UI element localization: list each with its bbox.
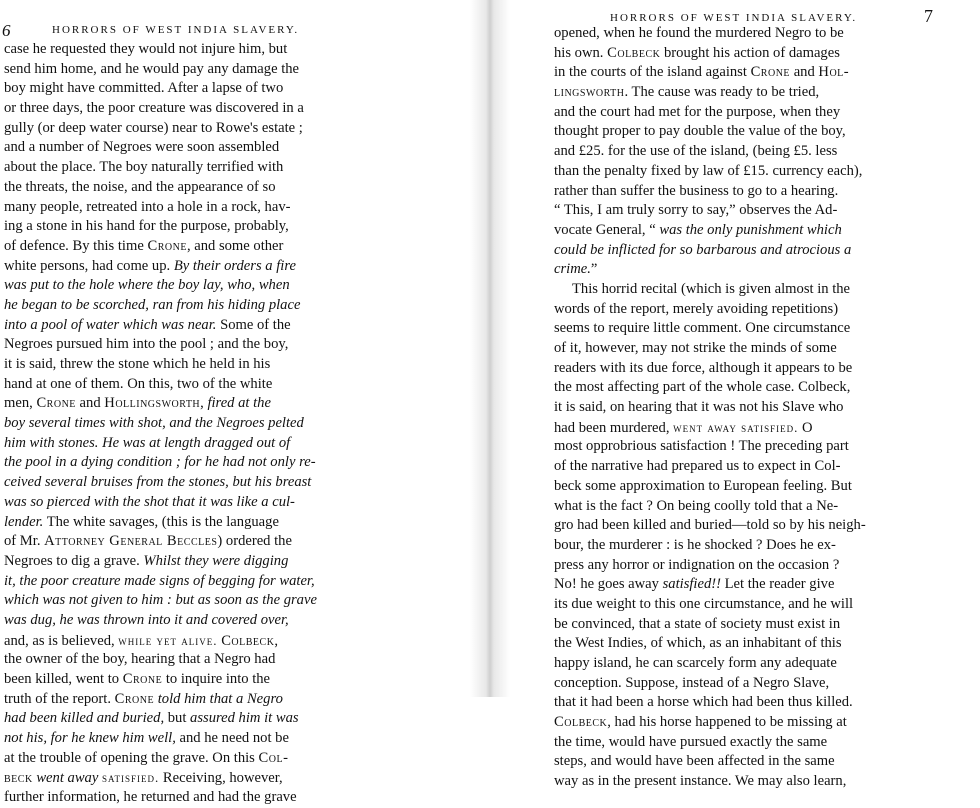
text-run: Negroes pursued him into the pool ; and the boy, bbox=[4, 336, 289, 353]
text-run: Let the reader give bbox=[720, 576, 835, 593]
text-line bbox=[4, 276, 470, 296]
text-line bbox=[4, 513, 470, 533]
text-line bbox=[554, 241, 974, 261]
text-run: Crone bbox=[750, 64, 791, 81]
text-run: lender. bbox=[4, 513, 44, 530]
text-run: what is the fact ? On being coolly told that a Ne- bbox=[554, 497, 839, 514]
text-line bbox=[4, 631, 470, 651]
left-page bbox=[0, 0, 480, 806]
text-run: that it had been a horse which had been thus killed. bbox=[554, 694, 853, 711]
text-run: send him home, and he would pay any damage the bbox=[4, 60, 300, 77]
text-run: the time, would have pursued exactly the same bbox=[554, 733, 828, 750]
text-run: which was not given to him : but as soon as the grave bbox=[4, 592, 317, 609]
text-line bbox=[4, 237, 470, 257]
text-run: and, as is believed, bbox=[4, 632, 119, 649]
text-line bbox=[554, 713, 974, 733]
text-run: Hol- bbox=[818, 64, 850, 81]
text-line bbox=[4, 690, 470, 710]
text-run: he began to be scorched, ran from his hiding place bbox=[4, 296, 301, 313]
text-line bbox=[554, 182, 974, 202]
left-page-body bbox=[4, 40, 470, 808]
text-line bbox=[554, 24, 974, 44]
text-line bbox=[4, 788, 470, 808]
text-run: while yet alive. bbox=[118, 632, 218, 648]
text-run: satisfied!! bbox=[662, 576, 721, 593]
text-run: and £25. for the use of the island, (being £5. less bbox=[554, 143, 838, 160]
text-run: and a number of Negroes were soon assembled bbox=[4, 139, 280, 156]
text-run: be convinced, that a state of society must exist in bbox=[554, 615, 841, 632]
text-line bbox=[4, 650, 470, 670]
text-run: his own. bbox=[554, 44, 608, 61]
text-line bbox=[4, 99, 470, 119]
text-run: or three days, the poor creature was discovered in a bbox=[4, 100, 304, 117]
text-run: ceived several bruises from the stones, but his breast bbox=[4, 474, 312, 491]
right-page-body bbox=[554, 24, 974, 792]
text-line bbox=[4, 138, 470, 158]
text-run: boy might have committed. After a lapse of two bbox=[4, 80, 284, 97]
text-run: . The cause was ready to be tried, bbox=[624, 84, 820, 101]
text-run: hand at one of them. On this, two of the white bbox=[4, 375, 273, 392]
text-run: than the penalty fixed by law of £15. currency each), bbox=[554, 162, 863, 179]
text-run: and bbox=[790, 64, 819, 81]
text-line bbox=[4, 158, 470, 178]
text-run: Receiving, however, bbox=[159, 770, 283, 787]
text-line bbox=[554, 83, 974, 103]
text-run: crime. bbox=[554, 261, 591, 278]
text-line bbox=[554, 260, 974, 280]
text-line bbox=[554, 595, 974, 615]
text-line bbox=[554, 162, 974, 182]
text-run: further information, he returned and had the grave bbox=[4, 789, 297, 806]
text-run: the pool in a dying condition ; for he had not only re- bbox=[4, 454, 316, 471]
text-run: could be inflicted for so barbarous and atrocious a bbox=[554, 241, 852, 258]
text-line bbox=[554, 319, 974, 339]
text-run: been killed, went to bbox=[4, 671, 123, 687]
text-run: of defence. By this time bbox=[4, 237, 148, 254]
text-line bbox=[4, 749, 470, 769]
text-run: steps, and would have been affected in the same bbox=[554, 753, 835, 770]
text-run: was the only punishment which bbox=[659, 221, 842, 238]
text-run: words of the report, merely avoiding repetitions) bbox=[554, 300, 839, 317]
text-line bbox=[4, 316, 470, 336]
text-run: of Mr. bbox=[4, 533, 45, 550]
text-run: and bbox=[75, 395, 105, 412]
text-line bbox=[4, 552, 470, 572]
text-run: , bbox=[200, 395, 208, 412]
text-run: Attorney General Beccles bbox=[44, 533, 218, 550]
text-run: thought proper to pay double the value of the boy, bbox=[554, 123, 846, 140]
text-line bbox=[4, 611, 470, 631]
text-line bbox=[4, 119, 470, 139]
page-number: 7 bbox=[924, 6, 933, 26]
text-line bbox=[4, 670, 470, 690]
text-run: Colbeck bbox=[607, 44, 661, 61]
text-line bbox=[554, 142, 974, 162]
text-line bbox=[554, 280, 974, 300]
text-line bbox=[554, 457, 974, 477]
text-line bbox=[4, 453, 470, 473]
text-line bbox=[554, 752, 974, 772]
text-run: truth of the report. bbox=[4, 690, 115, 707]
text-run: Hollingsworth bbox=[104, 395, 201, 412]
text-line bbox=[554, 418, 974, 438]
text-line bbox=[4, 178, 470, 198]
text-run: in the courts of the island against bbox=[554, 64, 751, 81]
running-head: HORRORS OF WEST INDIA SLAVERY. bbox=[52, 24, 300, 36]
text-run: Some of the bbox=[216, 316, 291, 333]
text-line bbox=[4, 591, 470, 611]
text-run: many people, retreated into a hole in a rock, hav- bbox=[4, 198, 291, 215]
running-head: HORRORS OF WEST INDIA SLAVERY. bbox=[610, 12, 858, 24]
text-run: about the place. The boy naturally terrified with bbox=[4, 159, 284, 176]
text-line bbox=[554, 359, 974, 379]
text-run: This horrid recital (which is given almost in the bbox=[572, 280, 851, 297]
text-line bbox=[554, 615, 974, 635]
text-run: seems to require little comment. One circumstance bbox=[554, 320, 851, 337]
text-run: was dug, he was thrown into it and covered over, bbox=[4, 611, 289, 628]
text-line bbox=[4, 768, 470, 788]
text-run: beck bbox=[4, 770, 33, 787]
text-run: him with stones. He was at length dragged out of bbox=[4, 434, 291, 451]
text-line bbox=[4, 375, 470, 395]
text-run: press any horror or indignation on the occasion ? bbox=[554, 556, 840, 573]
text-line bbox=[554, 300, 974, 320]
text-run: not his, for he knew him well, bbox=[4, 730, 176, 747]
text-line bbox=[554, 634, 974, 654]
text-run: conception. Suppose, instead of a Negro Slave, bbox=[554, 674, 830, 691]
text-run: The white savages, (this is the language bbox=[43, 513, 279, 530]
text-run: , and some other bbox=[186, 237, 284, 254]
text-run: readers with its due force, although it appears to be bbox=[554, 359, 853, 376]
text-line bbox=[4, 296, 470, 316]
text-line bbox=[4, 40, 470, 60]
text-run: brought his action of damages bbox=[660, 44, 840, 61]
text-run: Colbeck bbox=[221, 632, 275, 649]
text-line bbox=[4, 709, 470, 729]
text-run: and he need not be bbox=[175, 730, 289, 747]
text-run: assured him it was bbox=[190, 710, 299, 727]
text-run: opened, when he found the murdered Negro to be bbox=[554, 25, 844, 41]
text-run: boy several times with shot, and the Negroes pelted bbox=[4, 415, 304, 432]
text-run: it is said, on hearing that it was not his Slave who bbox=[554, 399, 844, 416]
text-run: went away satisfied. bbox=[673, 419, 799, 435]
text-line bbox=[4, 434, 470, 454]
text-line bbox=[554, 575, 974, 595]
text-run: ing a stone in his hand for the purpose, probably, bbox=[4, 218, 289, 235]
text-run: most opprobrious satisfaction ! The preceding part bbox=[554, 438, 849, 455]
text-run: was so pierced with the shot that it was like a cul- bbox=[4, 493, 295, 510]
text-run: of the narrative had prepared us to expect in Col- bbox=[554, 458, 841, 475]
text-run: O bbox=[798, 419, 813, 436]
right-page bbox=[500, 0, 980, 790]
text-run: bour, the murderer : is he shocked ? Does he ex- bbox=[554, 536, 836, 553]
text-line bbox=[554, 103, 974, 123]
text-run: its due weight to this one circumstance, and he will bbox=[554, 595, 854, 612]
text-line bbox=[554, 556, 974, 576]
text-run: into a pool of water which was near. bbox=[4, 316, 217, 333]
text-line bbox=[4, 257, 470, 277]
text-run: to inquire into the bbox=[162, 671, 271, 687]
text-line bbox=[554, 437, 974, 457]
text-line bbox=[554, 772, 974, 792]
text-line bbox=[554, 378, 974, 398]
text-run: ) ordered the bbox=[217, 533, 292, 550]
text-run: By their orders a fire bbox=[173, 257, 296, 274]
text-run: Col- bbox=[258, 749, 289, 766]
text-run: happy island, he can scarcely form any adequate bbox=[554, 655, 837, 671]
text-run: it is said, threw the stone which he held in his bbox=[4, 356, 271, 372]
text-run: the West Indies, of which, as an inhabitant of this bbox=[554, 635, 842, 652]
text-line bbox=[554, 674, 974, 694]
text-line bbox=[554, 516, 974, 536]
text-run: “ This, I am truly sorry to say,” observes the Ad- bbox=[554, 202, 838, 219]
text-line bbox=[4, 414, 470, 434]
text-line bbox=[554, 201, 974, 221]
text-line bbox=[554, 122, 974, 142]
text-line bbox=[4, 394, 470, 414]
text-run: and the court had met for the purpose, when they bbox=[554, 103, 841, 120]
text-line bbox=[554, 63, 974, 83]
text-run: had been killed and buried, bbox=[4, 710, 165, 727]
text-run: the threats, the noise, and the appearance of so bbox=[4, 178, 276, 195]
text-run: Negroes to dig a grave. bbox=[4, 552, 144, 569]
text-run: rather than suffer the business to go to a hearing. bbox=[554, 182, 839, 199]
text-run: it, the poor creature made signs of begging for water, bbox=[4, 572, 315, 589]
text-line bbox=[4, 217, 470, 237]
text-run: Crone bbox=[36, 395, 76, 412]
text-run: but bbox=[164, 710, 191, 727]
text-run: went away bbox=[32, 770, 99, 787]
text-line bbox=[4, 572, 470, 592]
text-run: satisfied. bbox=[102, 770, 160, 786]
text-run: , bbox=[274, 632, 279, 649]
text-line bbox=[4, 198, 470, 218]
text-run: had been murdered, bbox=[554, 419, 674, 436]
text-line bbox=[554, 733, 974, 753]
text-run: gully (or deep water course) near to Rowe's estate ; bbox=[4, 119, 303, 136]
text-run: men, bbox=[4, 395, 37, 412]
text-line bbox=[4, 79, 470, 99]
text-run: No! he goes away bbox=[554, 576, 663, 593]
text-line bbox=[554, 497, 974, 517]
text-run: Crone bbox=[147, 237, 187, 254]
text-line bbox=[4, 473, 470, 493]
text-line bbox=[4, 532, 470, 552]
text-line bbox=[554, 536, 974, 556]
text-run: the owner of the boy, hearing that a Negro had bbox=[4, 651, 276, 668]
text-line bbox=[554, 693, 974, 713]
text-run: Whilst they were digging bbox=[143, 552, 289, 569]
text-run: case he requested they would not injure him, but bbox=[4, 41, 288, 57]
text-line bbox=[554, 654, 974, 674]
text-run: Colbeck bbox=[554, 714, 608, 731]
text-run: told him that a Negro bbox=[154, 690, 283, 707]
text-run: gro had been killed and buried—told so by his neigh- bbox=[554, 517, 866, 534]
text-run: , had his horse happened to be missing at bbox=[607, 714, 847, 731]
text-run: way as in the present instance. We may also learn, bbox=[554, 773, 847, 790]
text-run: ” bbox=[590, 261, 598, 278]
text-line bbox=[4, 493, 470, 513]
text-run: was put to the hole where the boy lay, who, when bbox=[4, 277, 290, 294]
text-run: lingsworth bbox=[554, 84, 625, 101]
text-run: beck some approximation to European feeling. But bbox=[554, 477, 852, 494]
text-line bbox=[4, 355, 470, 375]
page-number: 6 bbox=[2, 21, 11, 40]
text-line bbox=[554, 398, 974, 418]
text-line bbox=[4, 60, 470, 80]
text-line bbox=[554, 477, 974, 497]
text-line bbox=[554, 44, 974, 64]
text-line bbox=[554, 221, 974, 241]
text-line bbox=[4, 335, 470, 355]
text-run: the most affecting part of the whole case. Colbeck, bbox=[554, 379, 851, 396]
text-run: Crone bbox=[114, 690, 155, 707]
text-run: of it, however, may not strike the minds of some bbox=[554, 340, 837, 356]
text-run: white persons, had come up. bbox=[4, 257, 174, 274]
text-run: vocate General, “ bbox=[554, 221, 660, 238]
text-line bbox=[4, 729, 470, 749]
text-run: at the trouble of opening the grave. On this bbox=[4, 749, 259, 766]
text-line bbox=[554, 339, 974, 359]
text-run: Crone bbox=[122, 671, 163, 687]
text-run: fired at the bbox=[207, 395, 271, 412]
